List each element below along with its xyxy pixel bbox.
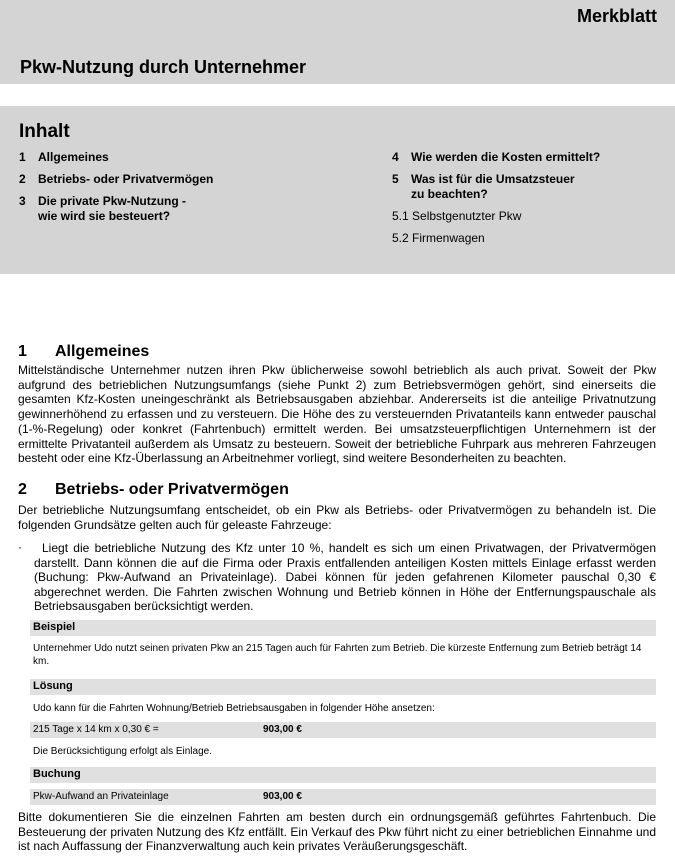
solution-text: Udo kann für die Fahrten Wohnung/Betrieb Betriebsausgaben in folgender Höhe ansetzen: [33,703,435,714]
document-title: Pkw-Nutzung durch Unternehmer [20,57,307,77]
section-1-paragraph: Mittelständische Unternehmer nutzen ihren Pkw üblicherweise sowohl betrieblich als auch privat. Soweit der Pkw aufgrund des betrieblichen Nutzungsumfangs (siehe Punkt 2) zum Betriebsvermögen gehört, sind einerseits die gesamten Kfz-Kosten uneingeschränkt als Betriebsausgaben abziehbar. Andererseits ist die anteilige Privatnutzung gewinnerhöhend zu erfassen und zu versteuern. Die Höhe des zu versteuernden Privatanteils kann entweder pauschal (1-%-Regelung) oder konkret (Fahrtenbuch) ermittelt werden. Bei umsatzsteuerpflichtigen Unternehmern ist der ermittelte Privatanteil außerdem als Umsatz zu besteuern. Soweit der betriebliche Fuhrpark aus mehreren Fahrzeugen besteht oder eine Kfz-Überlassung an Arbeitnehmer vorliegt, sind weitere Besonderheiten zu beachten. [18,363,656,466]
section-1-heading [18,343,318,363]
booking-text: Pkw-Aufwand an Privateinlage [33,791,169,802]
toc-subitem-5-2[interactable]: 5.2 Firmenwagen [392,231,485,245]
section-title: Allgemeines [55,343,150,360]
solution-label: Lösung [30,679,656,695]
toc-item-label: Die private Pkw-Nutzung - wie wird sie besteuert? [38,194,187,223]
toc-item-5[interactable] [392,172,652,203]
toc-item-label: Wie werden die Kosten ermittelt? [411,150,601,164]
booking-label: Buchung [30,767,656,783]
toc-item-number: 1 [19,150,26,164]
example-text: Unternehmer Udo nutzt seinen privaten Pkw an 215 Tagen auch für Fahrten zum Betrieb. Die kürzeste Entfernung zum Betrieb beträgt 14 km. [33,643,642,667]
document-type-label: Merkblatt [576,6,657,26]
toc-item-label: Betriebs- oder Privatvermögen [38,172,214,186]
toc-item-1[interactable] [19,150,319,166]
toc-item-number: 2 [19,172,26,186]
bullet-dot-icon: · [18,540,22,554]
toc-item-label: Was ist für die Umsatzsteuer zu beachten? [411,172,575,201]
toc-item-2[interactable] [19,172,319,188]
booking-amount: 903,00 € [263,791,302,802]
toc-item-number: 3 [19,194,26,208]
toc-item-4[interactable] [392,150,652,166]
toc-item-3[interactable] [19,194,319,225]
section-number: 2 [18,481,27,498]
toc-heading: Inhalt [19,121,70,142]
calculation-amount: 903,00 € [263,724,302,735]
section-2-heading [18,481,418,501]
section-2-intro: Der betriebliche Nutzungsumfang entscheidet, ob ein Pkw als Betriebs- oder Privatvermögen zu behandeln ist. Die folgenden Grundsätze gelten auch für geleaste Fahrzeuge: [18,503,656,532]
booking-row [30,789,656,805]
einlage-text: Die Berücksichtigung erfolgt als Einlage. [33,746,212,757]
section-number: 1 [18,343,27,360]
toc-item-number: 4 [392,150,399,164]
calculation-row [30,722,656,738]
section-title: Betriebs- oder Privatvermögen [55,481,289,498]
calculation-formula: 215 Tage x 14 km x 0,30 € = [33,724,159,735]
toc-subitem-5-1[interactable]: 5.1 Selbstgenutzter Pkw [392,209,522,223]
section-2-bullet: Liegt die betriebliche Nutzung des Kfz unter 10 %, handelt es sich um einen Privatwagen, der Privatvermögen darstellt. Dann können die auf die Firma oder Praxis entfallenden anteiligen Kosten mittels Einlage erfasst werden (Buchung: Pkw-Aufwand an Privateinlage). Dabei können für jeden gefahrenen Kilometer pauschal 0,30 € abgerechnet werden. Die Fahrten zwischen Wohnung und Betrieb können in Höhe der Entfernungspauschale als Betriebsausgaben berücksichtigt werden. [34,541,656,614]
toc-item-number: 5 [392,172,399,186]
toc-item-label: Allgemeines [38,150,109,164]
section-2-closing: Bitte dokumentieren Sie die einzelnen Fahrten am besten durch ein ordnungsgemäß geführtes Fahrtenbuch. Die Besteuerung der privaten Nutzung des Kfz entfällt. Ein Verkauf des Pkw führt nicht zu einer betrieblichen Einnahme und ist nach Auffassung der Finanzverwaltung auch kein privates Veräußerungsgeschäft. [18,810,656,854]
example-label: Beispiel [30,620,656,636]
